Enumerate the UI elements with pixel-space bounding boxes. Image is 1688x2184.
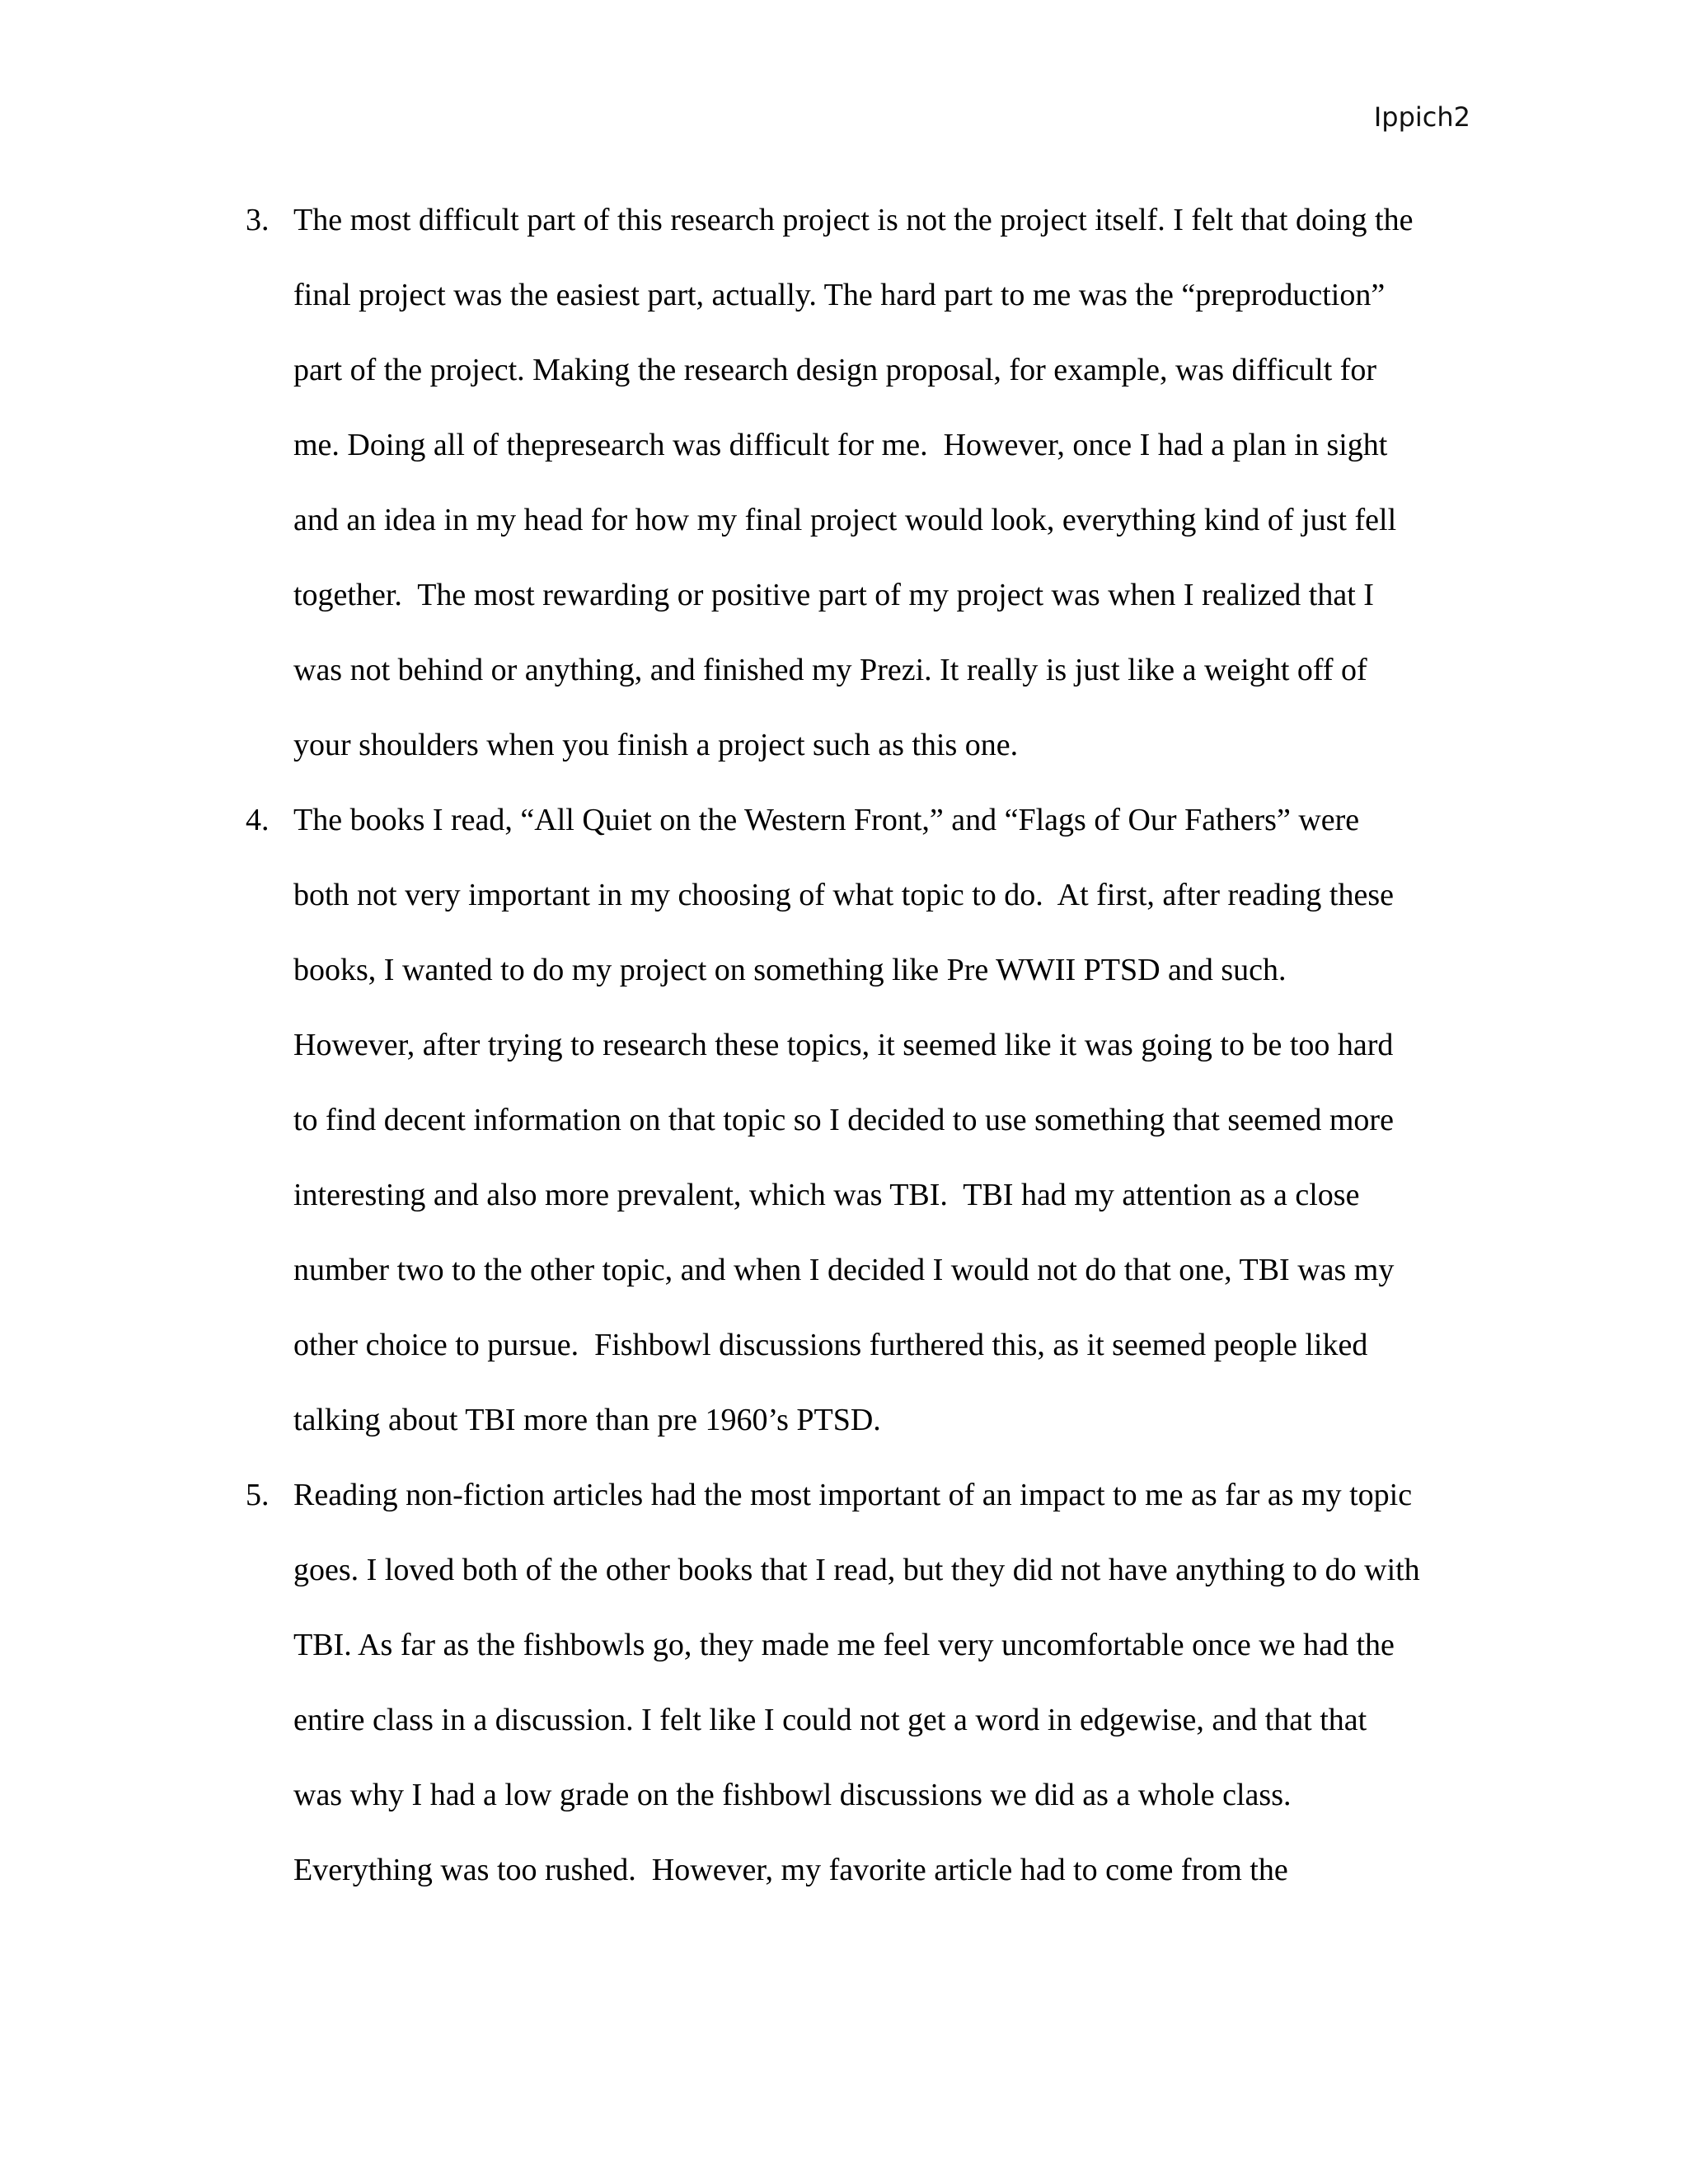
- text-line: TBI. As far as the fishbowls go, they made me feel very uncomfortable once we had the: [293, 1628, 1395, 1662]
- text-line: was not behind or anything, and finished my Prezi. It really is just like a weight off of: [293, 653, 1367, 687]
- list-item-number: 4.: [246, 803, 270, 837]
- text-line: Everything was too rushed. However, my favorite article had to come from the: [293, 1853, 1288, 1887]
- text-line: interesting and also more prevalent, which was TBI. TBI had my attention as a close: [293, 1178, 1360, 1212]
- text-line: to find decent information on that topic so I decided to use something that seemed more: [293, 1103, 1394, 1137]
- text-line: me. Doing all of thepresearch was difficult for me. However, once I had a plan in sight: [293, 428, 1388, 462]
- text-line: goes. I loved both of the other books that I read, but they did not have anything to do with: [293, 1553, 1420, 1587]
- list-item: [246, 183, 1531, 783]
- list-item-number: 5.: [246, 1478, 270, 1512]
- text-line: books, I wanted to do my project on something like Pre WWII PTSD and such.: [293, 953, 1287, 987]
- text-line: and an idea in my head for how my final project would look, everything kind of just fell: [293, 503, 1397, 537]
- text-line: talking about TBI more than pre 1960’s PTSD.: [293, 1403, 881, 1437]
- text-line: final project was the easiest part, actually. The hard part to me was the “preproduction”: [293, 278, 1386, 312]
- text-line: other choice to pursue. Fishbowl discussions furthered this, as it seemed people liked: [293, 1328, 1368, 1362]
- text-line: The books I read, “All Quiet on the Western Front,” and “Flags of Our Fathers” were: [293, 803, 1360, 837]
- text-line: However, after trying to research these topics, it seemed like it was going to be too hard: [293, 1028, 1394, 1062]
- list-item-number: 3.: [246, 203, 270, 237]
- text-line: together. The most rewarding or positive part of my project was when I realized that I: [293, 578, 1374, 612]
- text-line: entire class in a discussion. I felt like I could not get a word in edgewise, and that that: [293, 1703, 1367, 1737]
- numbered-list: [246, 183, 1531, 1908]
- text-line: both not very important in my choosing of what topic to do. At first, after reading these: [293, 878, 1395, 912]
- text-line: your shoulders when you finish a project such as this one.: [293, 728, 1019, 762]
- text-line: number two to the other topic, and when I decided I would not do that one, TBI was my: [293, 1253, 1395, 1287]
- text-line: was why I had a low grade on the fishbowl discussions we did as a whole class.: [293, 1778, 1292, 1812]
- running-head: Ippich2: [1373, 101, 1470, 133]
- text-line: part of the project. Making the research design proposal, for example, was difficult for: [293, 353, 1377, 387]
- text-line: Reading non-fiction articles had the most important of an impact to me as far as my topic: [293, 1478, 1413, 1512]
- text-line: The most difficult part of this research project is not the project itself. I felt that doing the: [293, 203, 1414, 237]
- list-item: [246, 783, 1531, 1458]
- list-item: [246, 1458, 1531, 1908]
